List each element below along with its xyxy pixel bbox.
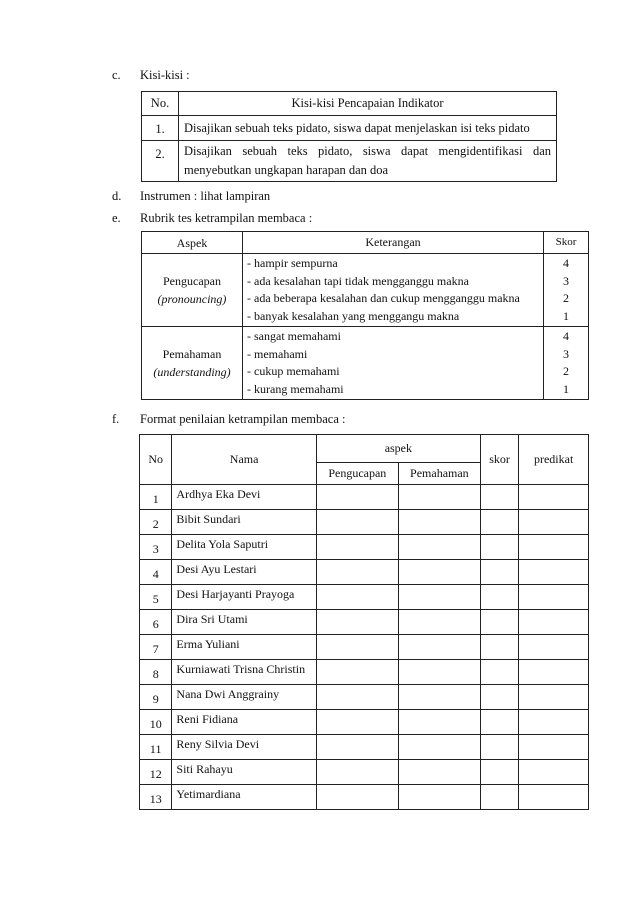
- keterangan-item: - banyak kesalahan yang menggangu makna: [247, 308, 460, 323]
- keterangan-item: - kurang memahami: [247, 381, 344, 396]
- keterangan-cell: [243, 254, 544, 327]
- aspek-cell: [142, 327, 243, 400]
- pemahaman-cell: [398, 535, 480, 560]
- predikat-cell: [519, 610, 589, 635]
- section-f: [112, 412, 345, 427]
- pemahaman-cell: [398, 660, 480, 685]
- header-nama: Nama: [172, 435, 316, 485]
- skor-value: 2: [563, 364, 569, 378]
- pengucapan-cell: [316, 510, 398, 535]
- pengucapan-cell: [316, 710, 398, 735]
- table-row: [140, 585, 589, 610]
- format-penilaian-table: [139, 434, 589, 810]
- pengucapan-cell: [316, 485, 398, 510]
- section-letter: e.: [112, 211, 121, 225]
- header-pemahaman: Pemahaman: [398, 463, 480, 485]
- table-row: [140, 735, 589, 760]
- row-number: 6: [140, 610, 172, 635]
- table-row: [140, 560, 589, 585]
- row-number: 1.: [142, 116, 179, 141]
- keterangan-item: - ada beberapa kesalahan dan cukup mengganggu makna: [247, 291, 520, 305]
- pengucapan-cell: [316, 685, 398, 710]
- predikat-cell: [519, 710, 589, 735]
- row-number: 8: [140, 660, 172, 685]
- predikat-cell: [519, 760, 589, 785]
- section-title: Rubrik tes ketrampilan membaca :: [140, 211, 313, 225]
- skor-cell: [544, 254, 589, 327]
- keterangan-item: - sangat memahami: [247, 329, 341, 343]
- pemahaman-cell: [398, 485, 480, 510]
- student-name: Siti Rahayu: [172, 760, 316, 785]
- student-name: Nana Dwi Anggrainy: [172, 685, 316, 710]
- header-skor: skor: [480, 435, 518, 485]
- row-number: 13: [140, 785, 172, 810]
- pengucapan-cell: [316, 610, 398, 635]
- predikat-cell: [519, 510, 589, 535]
- table-row: [140, 610, 589, 635]
- row-number: 5: [140, 585, 172, 610]
- table-row: [140, 710, 589, 735]
- table-row: [140, 660, 589, 685]
- skor-cell: [480, 585, 518, 610]
- student-name: Ardhya Eka Devi: [172, 485, 316, 510]
- row-number: 7: [140, 635, 172, 660]
- kisi-kisi-table: [141, 91, 557, 182]
- pengucapan-cell: [316, 760, 398, 785]
- student-name: Desi Ayu Lestari: [172, 560, 316, 585]
- pemahaman-cell: [398, 735, 480, 760]
- table-header-row: [140, 435, 589, 463]
- pemahaman-cell: [398, 610, 480, 635]
- aspek-english: (pronouncing): [157, 292, 227, 306]
- row-number: 9: [140, 685, 172, 710]
- table-row: [140, 635, 589, 660]
- predikat-cell: [519, 785, 589, 810]
- aspek-label: Pemahaman: [162, 347, 222, 361]
- header-keterangan: Keterangan: [243, 232, 544, 254]
- section-title: Kisi-kisi :: [140, 68, 190, 82]
- predikat-cell: [519, 635, 589, 660]
- skor-cell: [480, 735, 518, 760]
- row-number: 1: [140, 485, 172, 510]
- header-pengucapan: Pengucapan: [316, 463, 398, 485]
- table-row: [140, 485, 589, 510]
- header-indikator: Kisi-kisi Pencapaian Indikator: [179, 92, 557, 116]
- section-e: [112, 211, 312, 226]
- table-row: [140, 510, 589, 535]
- table-row: [140, 760, 589, 785]
- section-letter: c.: [112, 68, 121, 82]
- rubrik-table: [141, 231, 589, 400]
- row-number: 4: [140, 560, 172, 585]
- row-text: Disajikan sebuah teks pidato, siswa dapat menjelaskan isi teks pidato: [179, 116, 557, 141]
- pengucapan-cell: [316, 560, 398, 585]
- section-d: [112, 189, 270, 204]
- skor-cell: [480, 560, 518, 585]
- student-name: Erma Yuliani: [172, 635, 316, 660]
- skor-cell: [544, 327, 589, 400]
- skor-value: 1: [563, 381, 569, 396]
- pengucapan-cell: [316, 535, 398, 560]
- row-text: Disajikan sebuah teks pidato, siswa dapat mengidentifikasi dan menyebutkan ungkapan harapan dan doa: [179, 141, 557, 182]
- table-row: [142, 141, 557, 182]
- skor-cell: [480, 610, 518, 635]
- section-letter: f.: [112, 412, 120, 426]
- section-letter: d.: [112, 189, 122, 203]
- skor-value: 4: [563, 256, 569, 270]
- table-row: [142, 116, 557, 141]
- header-no: No: [140, 435, 172, 485]
- skor-cell: [480, 510, 518, 535]
- rubrik-group-pengucapan: [142, 254, 589, 327]
- pemahaman-cell: [398, 710, 480, 735]
- pemahaman-cell: [398, 585, 480, 610]
- skor-value: 2: [563, 291, 569, 305]
- table-header-row: [142, 92, 557, 116]
- skor-cell: [480, 635, 518, 660]
- student-name: Kurniawati Trisna Christin: [172, 660, 316, 685]
- skor-value: 3: [563, 346, 569, 361]
- section-title: Instrumen : lihat lampiran: [140, 189, 271, 203]
- pemahaman-cell: [398, 635, 480, 660]
- header-no: No.: [142, 92, 179, 116]
- row-number: 2: [140, 510, 172, 535]
- skor-value: 4: [563, 329, 569, 343]
- header-aspek: aspek: [316, 435, 480, 463]
- pengucapan-cell: [316, 785, 398, 810]
- pemahaman-cell: [398, 560, 480, 585]
- pengucapan-cell: [316, 735, 398, 760]
- skor-cell: [480, 535, 518, 560]
- keterangan-item: - cukup memahami: [247, 364, 340, 378]
- skor-cell: [480, 760, 518, 785]
- header-skor: Skor: [544, 232, 589, 254]
- row-number: 11: [140, 735, 172, 760]
- skor-cell: [480, 710, 518, 735]
- keterangan-cell: [243, 327, 544, 400]
- predikat-cell: [519, 485, 589, 510]
- header-aspek: Aspek: [142, 232, 243, 254]
- student-name: Dira Sri Utami: [172, 610, 316, 635]
- table-row: [140, 685, 589, 710]
- table-row: [140, 785, 589, 810]
- skor-cell: [480, 660, 518, 685]
- predikat-cell: [519, 685, 589, 710]
- student-name: Bibit Sundari: [172, 510, 316, 535]
- student-name: Reni Fidiana: [172, 710, 316, 735]
- pengucapan-cell: [316, 635, 398, 660]
- predikat-cell: [519, 535, 589, 560]
- student-name: Delita Yola Saputri: [172, 535, 316, 560]
- predikat-cell: [519, 560, 589, 585]
- row-number: 3: [140, 535, 172, 560]
- student-name: Yetimardiana: [172, 785, 316, 810]
- pengucapan-cell: [316, 585, 398, 610]
- skor-cell: [480, 785, 518, 810]
- row-number: 2.: [142, 141, 179, 182]
- pemahaman-cell: [398, 785, 480, 810]
- keterangan-item: - hampir sempurna: [247, 256, 338, 270]
- student-name: Desi Harjayanti Prayoga: [172, 585, 316, 610]
- section-title: Format penilaian ketrampilan membaca :: [140, 412, 346, 426]
- pemahaman-cell: [398, 685, 480, 710]
- format-table-body: [140, 485, 589, 810]
- table-row: [140, 535, 589, 560]
- row-number: 10: [140, 710, 172, 735]
- pengucapan-cell: [316, 660, 398, 685]
- rubrik-group-pemahaman: [142, 327, 589, 400]
- header-predikat: predikat: [519, 435, 589, 485]
- predikat-cell: [519, 735, 589, 760]
- pemahaman-cell: [398, 510, 480, 535]
- skor-value: 3: [563, 273, 569, 288]
- row-number: 12: [140, 760, 172, 785]
- student-name: Reny Silvia Devi: [172, 735, 316, 760]
- aspek-english: (understanding): [153, 365, 231, 379]
- aspek-label: Pengucapan: [163, 274, 221, 288]
- predikat-cell: [519, 585, 589, 610]
- keterangan-item: - ada kesalahan tapi tidak mengganggu makna: [247, 273, 469, 288]
- table-header-row: [142, 232, 589, 254]
- skor-cell: [480, 685, 518, 710]
- aspek-cell: [142, 254, 243, 327]
- skor-value: 1: [563, 308, 569, 323]
- section-c: [112, 68, 190, 83]
- keterangan-item: - memahami: [247, 346, 308, 361]
- pemahaman-cell: [398, 760, 480, 785]
- skor-cell: [480, 485, 518, 510]
- predikat-cell: [519, 660, 589, 685]
